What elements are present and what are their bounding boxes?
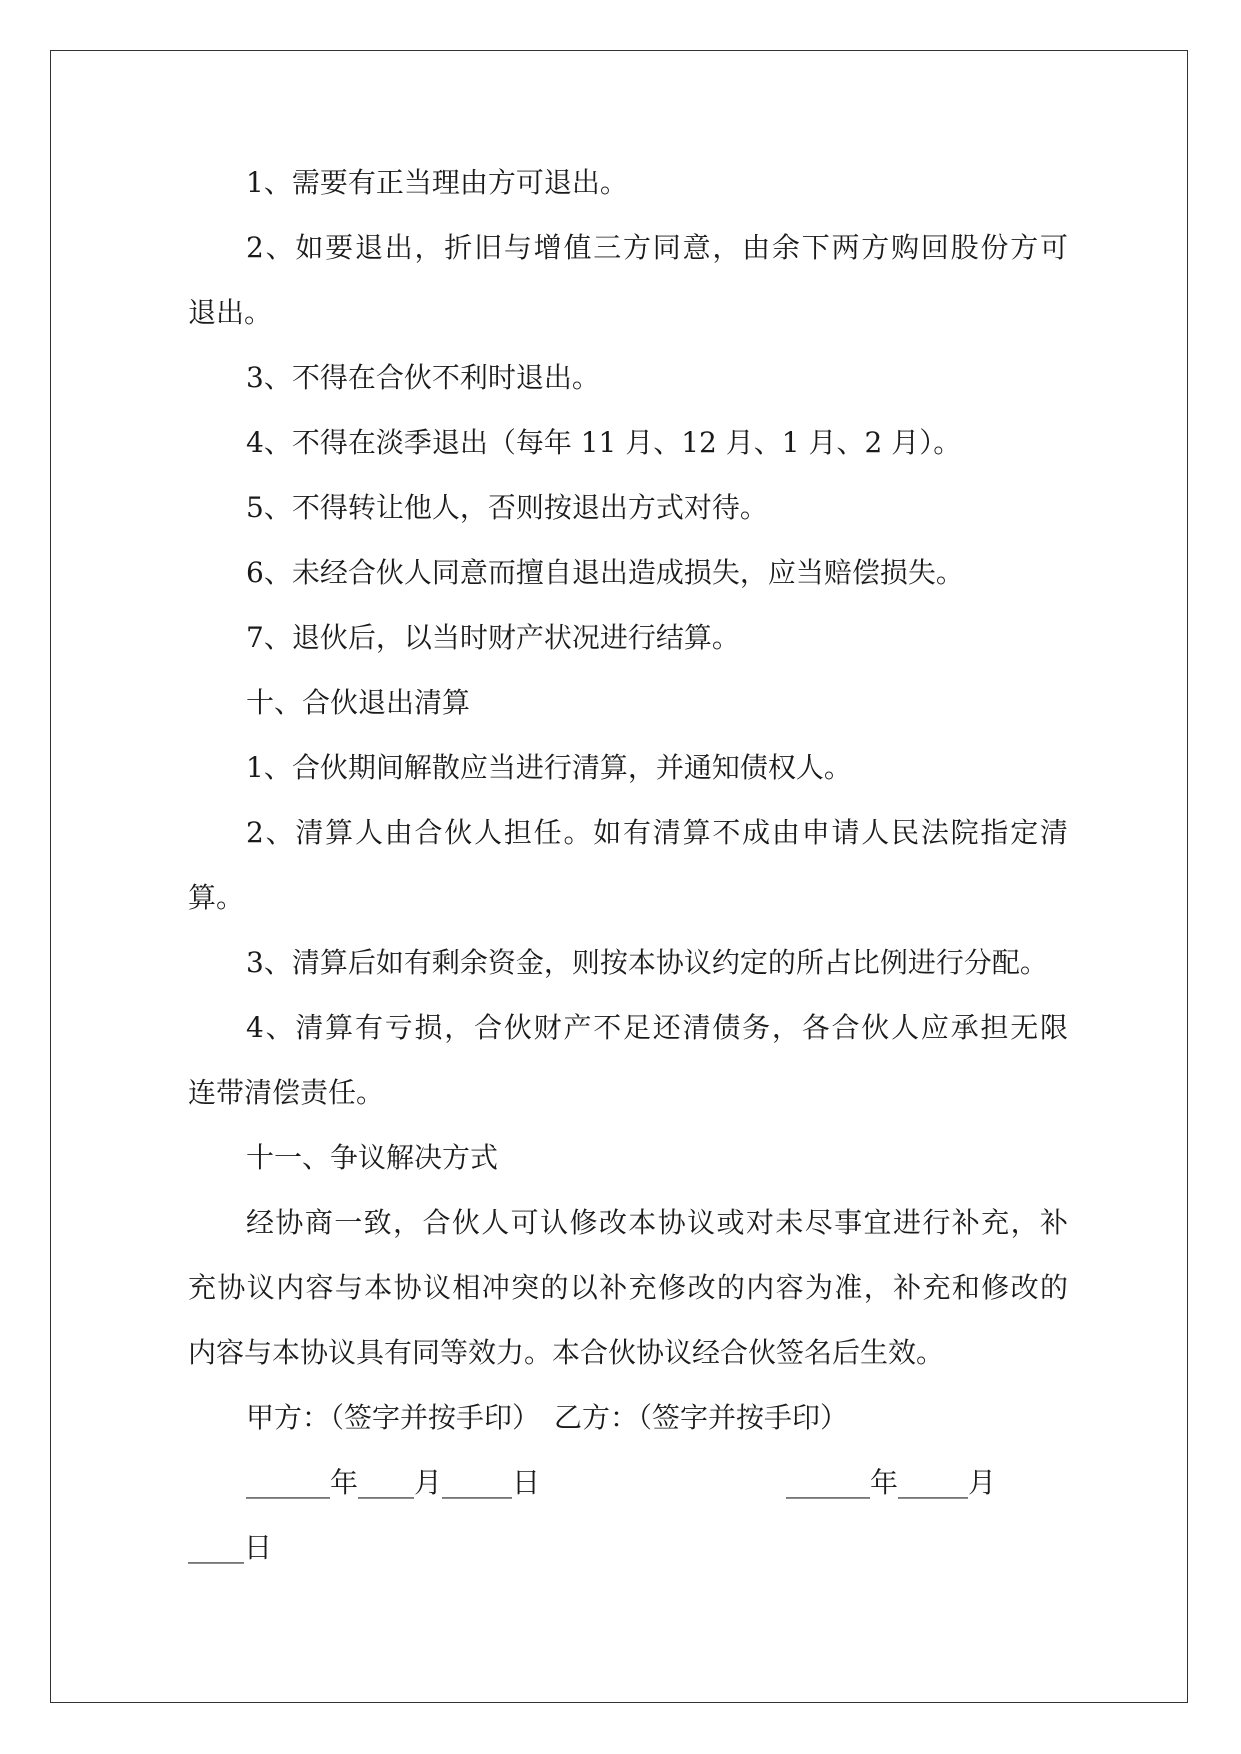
exit-rule-4: 4、不得在淡季退出（每年 11 月、12 月、1 月、2 月）。: [246, 426, 962, 459]
dispute-paragraph-line-3: 内容与本协议具有同等效力。本合伙协议经合伙签名后生效。: [188, 1336, 945, 1369]
exit-rule-7: 7、退伙后，以当时财产状况进行结算。: [246, 621, 740, 654]
date-left: ______年____月_____日: [246, 1466, 541, 1499]
exit-rule-1: 1、需要有正当理由方可退出。: [246, 166, 628, 199]
liquidation-rule-4-cont: 连带清偿责任。: [188, 1076, 385, 1109]
document-body: [188, 150, 1068, 1580]
section-heading-11: 十一、争议解决方式: [246, 1141, 499, 1174]
exit-rule-5: 5、不得转让他人，否则按退出方式对待。: [246, 491, 768, 524]
exit-rule-3: 3、不得在合伙不利时退出。: [246, 361, 600, 394]
exit-rule-2: 2、如要退出，折旧与增值三方同意，由余下两方购回股份方可: [246, 231, 1068, 264]
date-right: ______年_____月: [786, 1466, 997, 1499]
liquidation-rule-3: 3、清算后如有剩余资金，则按本协议约定的所占比例进行分配。: [246, 946, 1048, 979]
liquidation-rule-4: 4、清算有亏损，合伙财产不足还清债务，各合伙人应承担无限: [246, 1011, 1068, 1044]
section-heading-10: 十、合伙退出清算: [246, 686, 471, 719]
exit-rule-2-cont: 退出。: [188, 296, 273, 329]
signature-date-row: [188, 1450, 1068, 1515]
liquidation-rule-1: 1、合伙期间解散应当进行清算，并通知债权人。: [246, 751, 852, 784]
date-right-cont: ____日: [188, 1531, 273, 1564]
liquidation-rule-2-cont: 算。: [188, 881, 245, 914]
liquidation-rule-2: 2、清算人由合伙人担任。如有清算不成由申请人民法院指定清: [246, 816, 1068, 849]
exit-rule-6: 6、未经合伙人同意而擅自退出造成损失，应当赔偿损失。: [246, 556, 964, 589]
dispute-paragraph-line-1: 经协商一致，合伙人可认修改本协议或对未尽事宜进行补充，补: [246, 1206, 1068, 1239]
dispute-paragraph-line-2: 充协议内容与本协议相冲突的以补充修改的内容为准，补充和修改的: [188, 1271, 1068, 1304]
signature-parties: 甲方：（签字并按手印） 乙方：（签字并按手印）: [246, 1401, 849, 1434]
